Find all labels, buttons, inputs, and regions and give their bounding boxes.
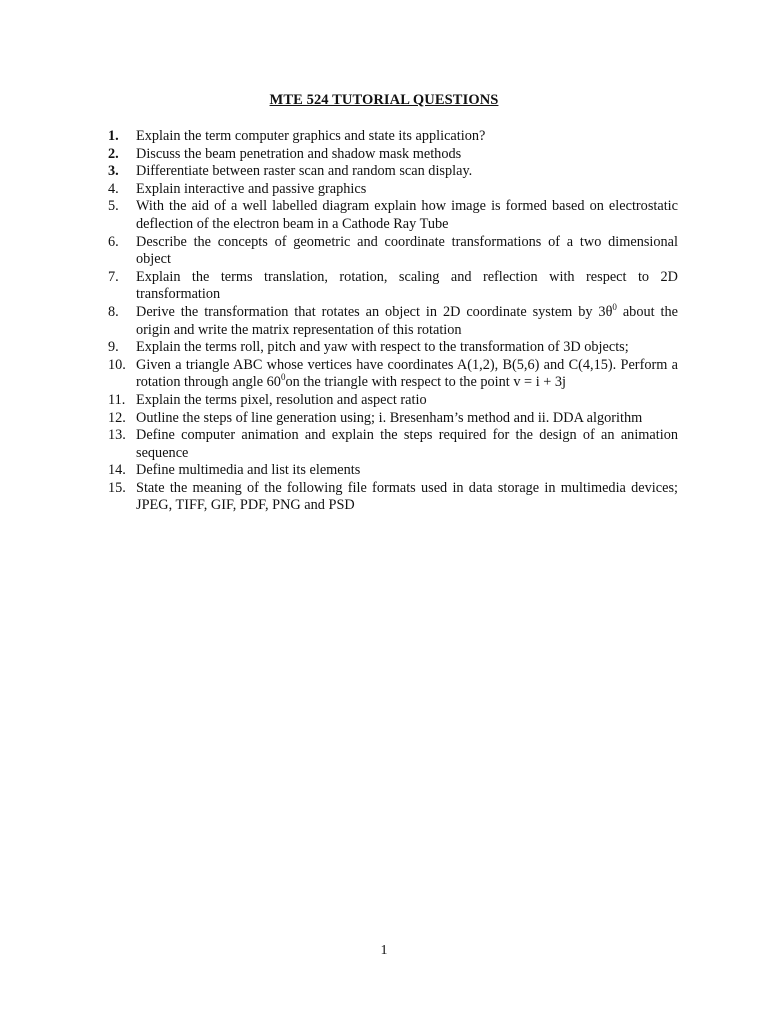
question-number: 9. xyxy=(108,339,119,356)
question-text: Explain the term computer graphics and state its application? xyxy=(136,128,486,144)
question-number: 2. xyxy=(108,145,119,162)
question-item-5 xyxy=(108,198,678,233)
question-item-12 xyxy=(108,410,678,428)
question-text: Explain the terms roll, pitch and yaw with respect to the transformation of 3D objects; xyxy=(136,339,629,356)
question-text: Define multimedia and list its elements xyxy=(136,462,361,479)
question-text: Define computer animation and explain the steps required for the design of an animation sequence xyxy=(136,427,678,461)
question-item-13 xyxy=(108,427,678,462)
superscript-degree: 0 xyxy=(280,372,286,383)
question-number: 4. xyxy=(108,180,119,197)
question-text: Differentiate between raster scan and random scan display. xyxy=(136,163,473,180)
page-number: 1 xyxy=(380,943,388,958)
question-number: 3. xyxy=(108,163,119,180)
question-text-part: Derive the transformation that rotates an object in 2D coordinate system by 3θ xyxy=(136,303,613,320)
question-text: Explain the terms pixel, resolution and aspect ratio xyxy=(136,391,427,408)
question-item-4 xyxy=(108,181,678,199)
question-text-part: Given a triangle ABC whose vertices have coordinates A(1,2), B(5,6) and C(4,15). Perform a rotation through angle 60 xyxy=(136,356,678,391)
superscript-degree: 0 xyxy=(612,302,617,313)
question-item-10 xyxy=(108,357,678,392)
question-text: Explain the terms translation, rotation, scaling and reflection with respect to 2D transformation xyxy=(136,268,678,303)
question-number: 11. xyxy=(108,391,126,408)
question-text-part: about the origin and write the matrix representation of this rotation xyxy=(136,303,678,338)
page-title: MTE 524 TUTORIAL QUESTIONS xyxy=(269,92,499,108)
question-item-14 xyxy=(108,462,678,480)
question-number: 8. xyxy=(108,303,119,320)
question-number: 10. xyxy=(108,356,126,373)
question-text xyxy=(136,304,678,338)
question-item-11 xyxy=(108,392,678,410)
question-number: 13. xyxy=(108,427,126,444)
question-number: 12. xyxy=(108,409,126,426)
question-item-9 xyxy=(108,339,678,357)
question-number: 7. xyxy=(108,268,119,285)
question-text: Outline the steps of line generation using; i. Bresenham’s method and ii. DDA algorithm xyxy=(136,409,643,426)
question-item-6 xyxy=(108,234,678,269)
question-item-1 xyxy=(108,128,678,146)
question-list xyxy=(108,128,678,515)
question-text: With the aid of a well labelled diagram explain how image is formed based on electrostatic deflection of the electron beam in a Cathode Ray Tube xyxy=(136,198,678,232)
question-item-15 xyxy=(108,480,678,515)
question-item-7 xyxy=(108,269,678,304)
question-item-2 xyxy=(108,146,678,164)
question-text xyxy=(136,357,678,391)
question-item-8 xyxy=(108,304,678,339)
question-text: State the meaning of the following file formats used in data storage in multimedia devices; JPEG, TIFF, GIF, PDF, PNG and PSD xyxy=(136,479,678,514)
question-text: Discuss the beam penetration and shadow mask methods xyxy=(136,145,462,162)
question-text-part: on the triangle with respect to the point v = i + 3j xyxy=(285,374,566,391)
question-number: 6. xyxy=(108,233,119,250)
question-text: Describe the concepts of geometric and coordinate transformations of a two dimensional object xyxy=(136,233,678,268)
question-number: 5. xyxy=(108,198,119,215)
question-item-3 xyxy=(108,163,678,181)
question-number: 15. xyxy=(108,479,126,496)
question-number: 1. xyxy=(108,128,119,144)
question-text: Explain interactive and passive graphics xyxy=(136,180,367,197)
question-number: 14. xyxy=(108,462,126,479)
